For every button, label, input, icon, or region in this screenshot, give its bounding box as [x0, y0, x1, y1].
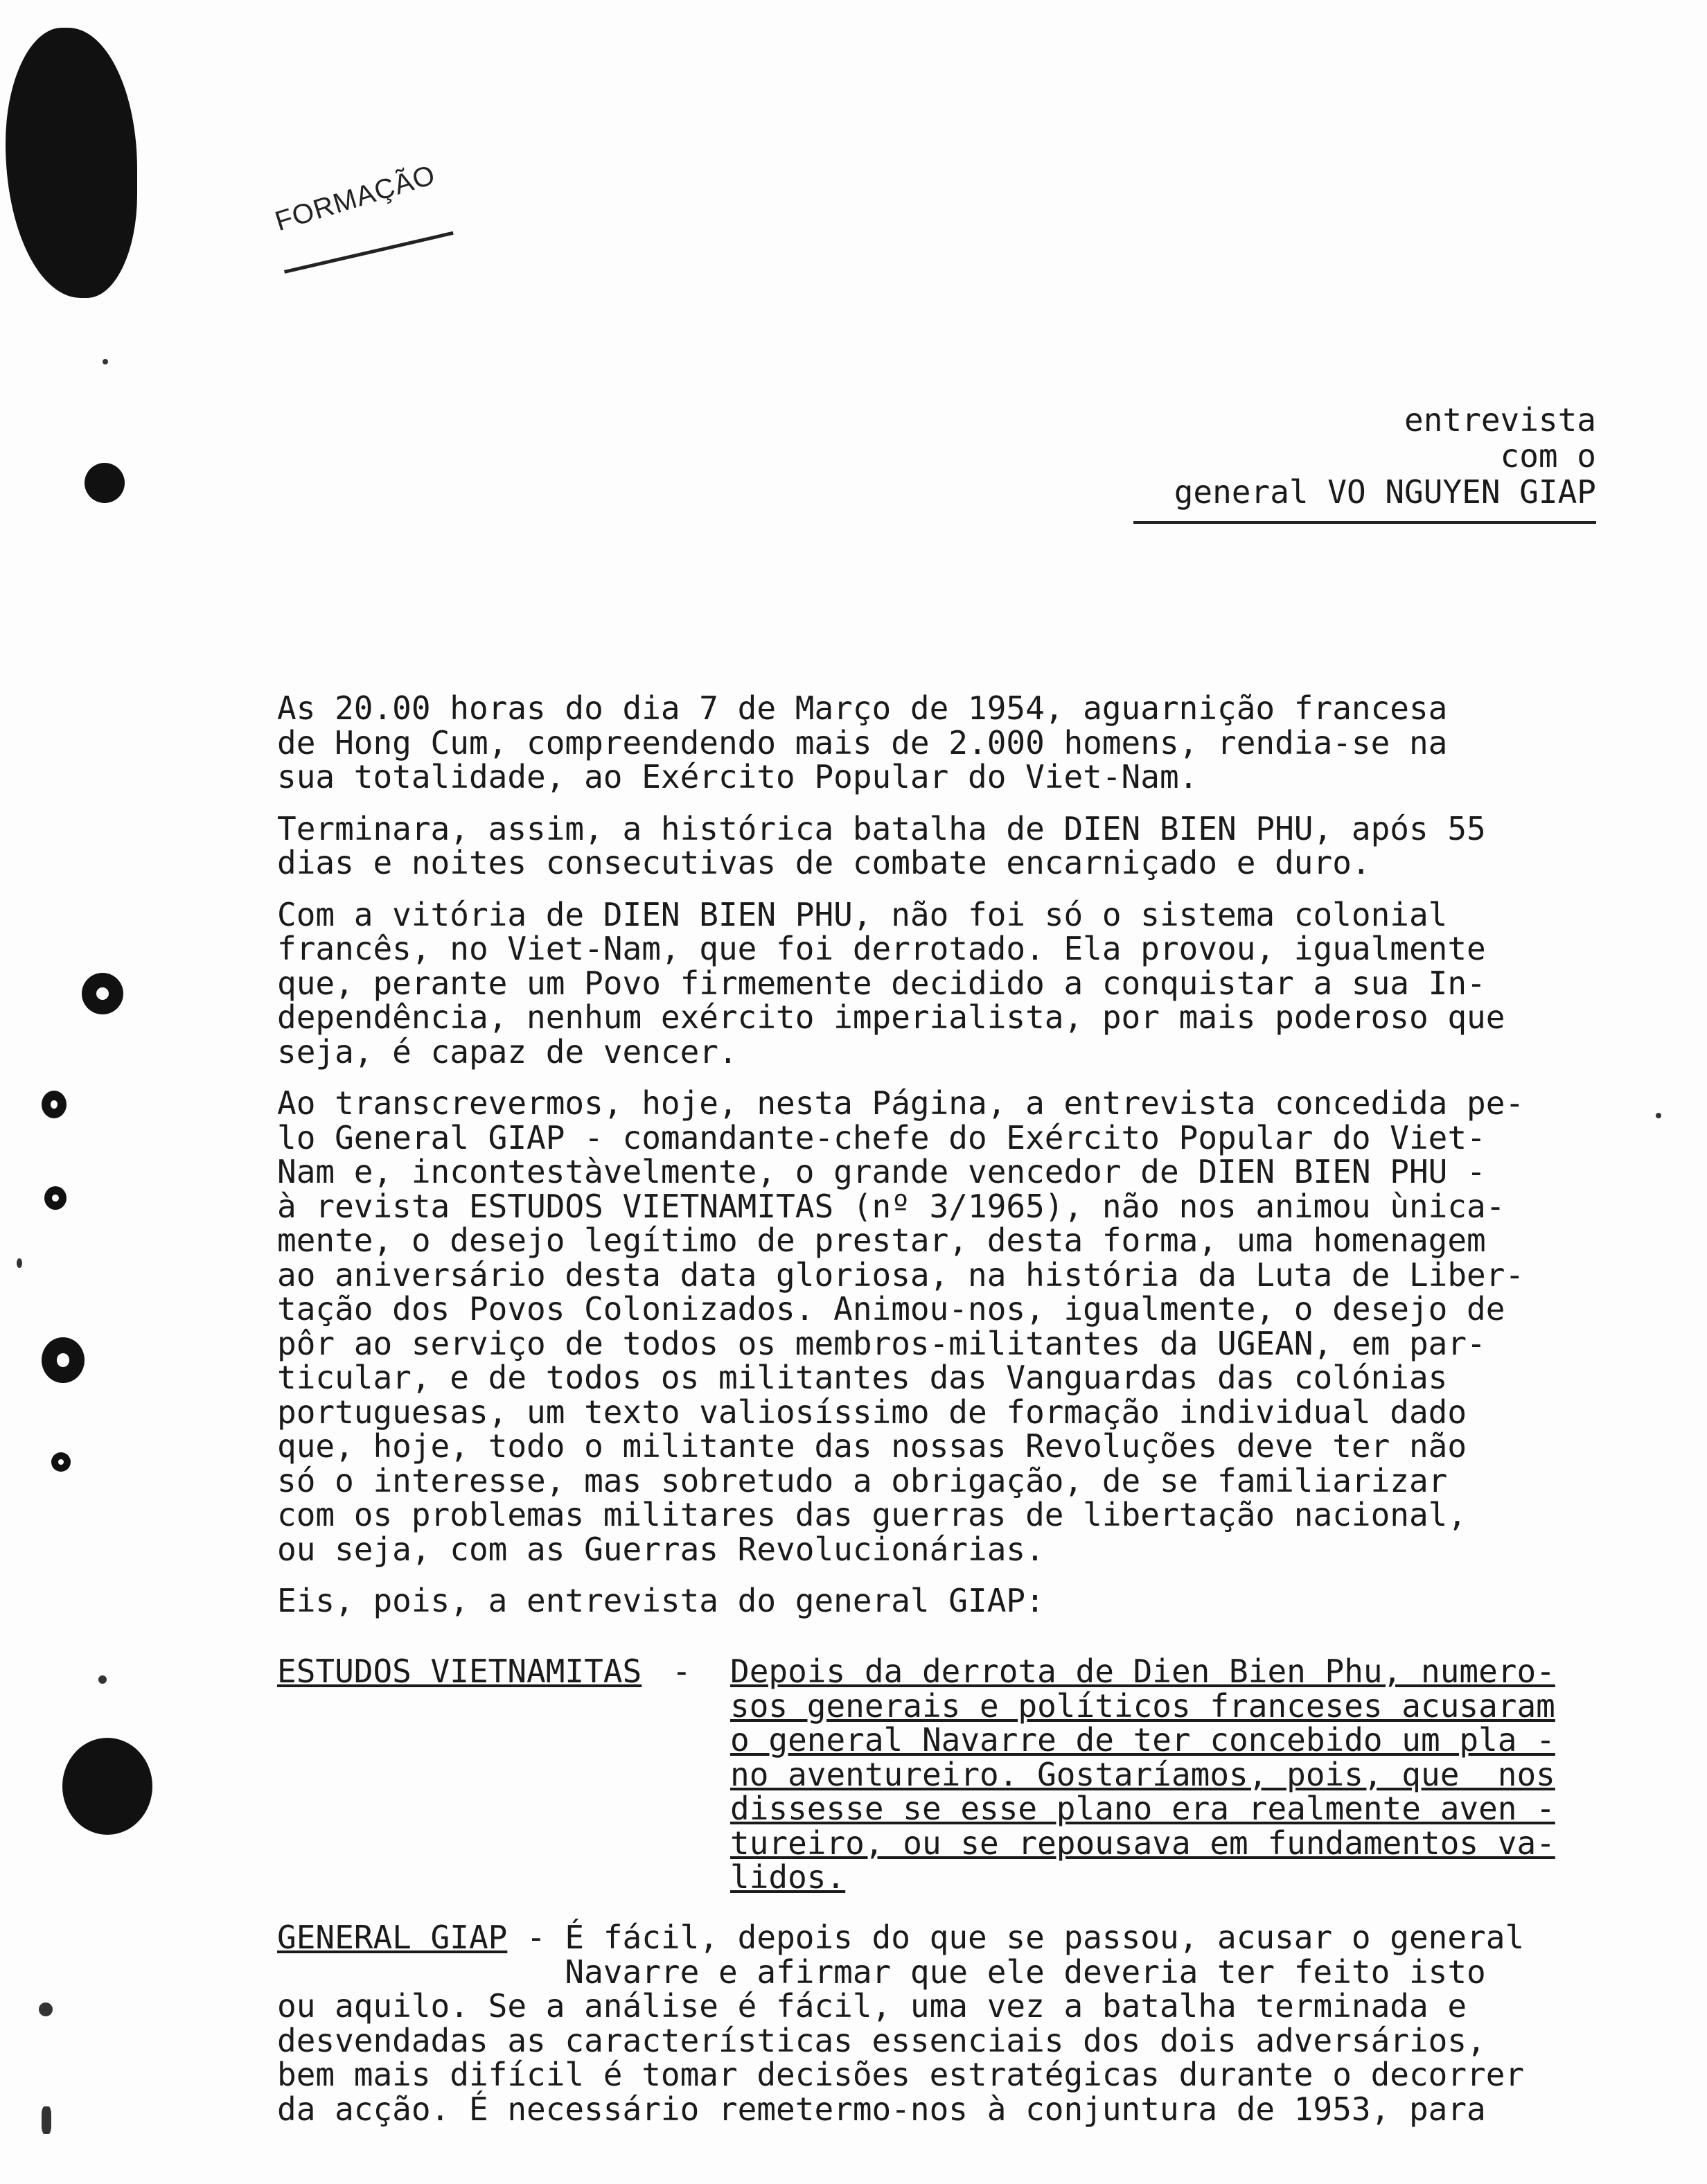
ink-speck [42, 2106, 51, 2134]
header-line-entrevista: entrevista [1404, 401, 1596, 439]
ink-speck [1656, 1113, 1661, 1118]
question-speaker: ESTUDOS VIETNAMITAS [277, 1653, 642, 1690]
intro-body [277, 689, 1628, 1636]
punch-hole [62, 1738, 152, 1835]
answer-opening: - É fácil, depois do que se passou, acusar o general [507, 1919, 1525, 1956]
punch-hole [42, 1091, 67, 1118]
punch-hole [42, 1337, 85, 1383]
header-underline [1133, 521, 1596, 524]
formacao-stamp: FORMAÇÃO [272, 159, 439, 238]
intro-paragraph: Eis, pois, a entrevista do general GIAP: [277, 1582, 1045, 1619]
intro-paragraph: Com a vitória de DIEN BIEN PHU, não foi só o sistema colonial francês, no Viet-Nam, que foi derrotado. Ela provou, igualmente que, perante um Povo firmemente decidido a conquistar a sua In- dependência, nenhum exército imperialista, por mais poderoso que seja, é capaz de vencer. [277, 895, 1505, 1071]
intro-paragraph: Ao transcrevermos, hoje, nesta Página, a entrevista concedida pe- lo General GIAP - comandante-chefe do Exército Popular do Viet- Nam e, incontestàvelmente, o grande vencedor de DIEN BIEN PHU - à revista ESTUDOS VIETNAMITAS (nº 3/1965), não nos animou ùnica- mente, o desejo legítimo de prestar, desta forma, uma homenagem ao aniversário desta data gloriosa, na história da Luta de Liber- tação dos Povos Colonizados. Animou-nos, igualmente, o desejo de pôr ao serviço de todos os membros-militantes da UGEAN, em par- ticular, e de todos os militantes das Vanguardas das colónias portuguesas, um texto valiosíssimo de formação individual dado que, hoje, todo o militante das nossas Revoluções deve ter não só o interesse, mas sobretudo a obrigação, de se familiarizar com os problemas militares das guerras de libertação nacional, ou seja, com as Guerras Revolucionárias. [277, 1084, 1525, 1568]
answer-first-line [277, 1921, 1635, 1955]
punch-hole [85, 463, 125, 503]
ink-speck [98, 1675, 107, 1684]
intro-paragraph: Terminara, assim, a histórica batalha de DIEN BIEN PHU, após 55 dias e noites consecutivas de combate encarniçado e duro. [277, 809, 1486, 881]
ink-speck [39, 2002, 53, 2016]
answer-speaker: GENERAL GIAP [277, 1919, 508, 1956]
punch-hole [44, 1186, 67, 1210]
intro-paragraph: As 20.00 horas do dia 7 de Março de 1954, aguarnição francesa de Hong Cum, compreendendo mais de 2.000 homens, rendia-se na sua totalidade, ao Exército Popular do Viet-Nam. [277, 689, 1448, 795]
header-line-com-o: com o [1500, 437, 1596, 475]
punch-hole [82, 973, 123, 1014]
question-block [277, 1655, 1635, 1904]
punch-hole [51, 1452, 71, 1472]
answer-text: Navarre e afirmar que ele deveria ter feito isto ou aquilo. Se a análise é fácil, uma vez a batalha terminada e desvendadas as características essenciais dos dois adversários, bem mais difícil é tomar decisões estratégicas durante o decorrer da acção. É necessário remetermo-nos à conjuntura de 1953, para [277, 1953, 1525, 2128]
ink-speck [103, 359, 108, 364]
ink-blot-large [6, 28, 137, 298]
question-dash: - [672, 1653, 691, 1690]
answer-block [277, 1921, 1635, 2126]
document-header [1174, 402, 1596, 510]
header-line-general: general VO NGUYEN GIAP [1174, 473, 1596, 511]
stamp-underline [284, 231, 454, 274]
question-text: Depois da derrota de Dien Bien Phu, numero- sos generais e políticos franceses acusaram o general Navarre de ter concebido um pla - no aventureiro. Gostaríamos, pois, que nos dissesse se esse plano era realmente aven - tureiro, ou se repousava em fundamentos va- lidos. [730, 1653, 1555, 1896]
ink-speck [17, 1258, 22, 1268]
